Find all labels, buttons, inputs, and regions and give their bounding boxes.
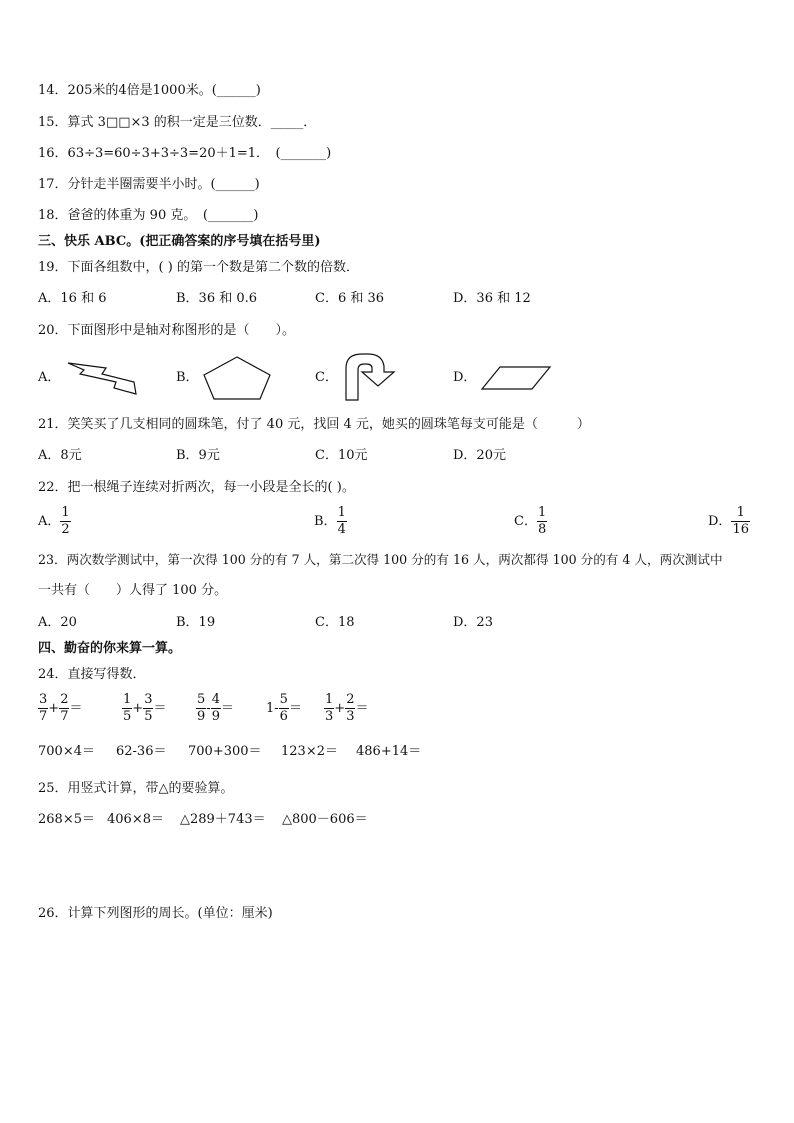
- question-23-stem-line2: 一共有（ ）人得了 100 分。: [38, 583, 228, 598]
- pentagon-shape: [200, 355, 274, 401]
- q21-option-a: A．8元: [38, 448, 82, 463]
- question-17: 17．分针走半圈需要半小时。(______): [38, 177, 260, 192]
- integer-expr-1: 700×4＝: [38, 744, 95, 759]
- question-15: 15．算式 3□□×3 的积一定是三位数．_____．: [38, 115, 317, 130]
- q19-option-d: D．36 和 12: [453, 291, 531, 306]
- fraction: $\frac{1}{4}$: [337, 505, 346, 537]
- vertical-calc-2: 406×8＝: [107, 812, 164, 827]
- question-23-stem-line1: 23．两次数学测试中，第一次得 100 分的有 7 人，第二次得 100 分的有 16 人，两次都得 100 分的有 4 人，两次测试中: [38, 552, 723, 567]
- q20-label-a: A．: [38, 370, 61, 385]
- q20-label-c: C．: [315, 370, 338, 385]
- q22-option-a: [38, 505, 71, 538]
- q19-option-b: B．36 和 0.6: [176, 291, 258, 306]
- question-19-stem: 19．下面各组数中，( ) 的第一个数是第二个数的倍数．: [38, 260, 359, 275]
- q20-label-d: D．: [453, 370, 477, 385]
- q19-option-a: A．16 和 6: [38, 291, 107, 306]
- fraction-expr-2: $\frac{1}{5}$ + $\frac{3}{5}$ ＝: [123, 692, 167, 724]
- vertical-calc-1: 268×5＝: [38, 812, 95, 827]
- q23-option-b: B．19: [176, 615, 216, 630]
- question-24-stem: 24．直接写得数．: [38, 667, 146, 682]
- fraction-expr-3: $\frac{5}{9}$ - $\frac{4}{9}$ ＝: [197, 692, 234, 724]
- integer-expr-3: 700+300＝: [188, 744, 262, 759]
- q22-label-c: C．: [514, 514, 537, 529]
- fraction: $\frac{1}{8}$: [537, 505, 547, 537]
- integer-expr-5: 486+14＝: [356, 744, 422, 759]
- fraction: $\frac{1}{16}$: [732, 505, 749, 537]
- fraction-expr-4: 1- $\frac{5}{6}$ ＝: [266, 692, 302, 724]
- fraction: $\frac{1}{2}$: [61, 505, 70, 537]
- section-3-heading: 三、快乐 ABC。(把正确答案的序号填在括号里): [38, 234, 321, 249]
- integer-expr-4: 123×2＝: [281, 744, 338, 759]
- q22-label-d: D．: [708, 514, 732, 529]
- question-16: 16．63÷3=60÷3+3÷3=20＋1=1． (_______): [38, 146, 332, 161]
- q22-label-b: B．: [314, 514, 337, 529]
- q22-label-a: A．: [38, 514, 61, 529]
- q21-option-b: B．9元: [176, 448, 220, 463]
- q20-label-b: B．: [176, 370, 199, 385]
- question-26-stem: 26．计算下列图形的周长。(单位：厘米): [38, 906, 273, 921]
- q19-option-c: C．6 和 36: [315, 291, 385, 306]
- q22-option-d: [708, 505, 750, 538]
- lightning-shape: [66, 358, 142, 398]
- question-22-stem: 22．把一根绳子连续对折两次，每一小段是全长的( )。: [38, 480, 355, 495]
- q21-option-d: D．20元: [453, 448, 506, 463]
- vertical-calc-3: △289＋743＝: [180, 812, 266, 827]
- question-20-stem: 20．下面图形中是轴对称图形的是（ ）。: [38, 323, 296, 338]
- fraction-expr-5: $\frac{1}{3}$ + $\frac{2}{3}$ ＝: [325, 692, 369, 724]
- question-18: 18．爸爸的体重为 90 克。 (_______): [38, 208, 259, 223]
- question-25-stem: 25．用竖式计算，带△的要验算。: [38, 781, 234, 796]
- parallelogram-shape: [480, 364, 554, 392]
- q23-option-c: C．18: [315, 615, 355, 630]
- fraction-expr-1: $\frac{3}{7}$ + $\frac{2}{7}$ ＝: [39, 692, 83, 724]
- q23-option-a: A．20: [38, 615, 77, 630]
- q23-option-d: D．23: [453, 615, 493, 630]
- question-21-stem: 21．笑笑买了几支相同的圆珠笔，付了 40 元，找回 4 元，她买的圆珠笔每支可能是（ ）: [38, 417, 590, 432]
- vertical-calc-4: △800－606＝: [282, 812, 368, 827]
- curved-arrow-shape: [342, 350, 398, 402]
- q22-option-b: [314, 505, 347, 538]
- question-14: 14．205米的4倍是1000米。(______): [38, 83, 261, 98]
- integer-expr-2: 62-36＝: [116, 744, 167, 759]
- q22-option-c: [514, 505, 547, 538]
- q21-option-c: C．10元: [315, 448, 368, 463]
- section-4-heading: 四、勤奋的你来算一算。: [38, 641, 182, 656]
